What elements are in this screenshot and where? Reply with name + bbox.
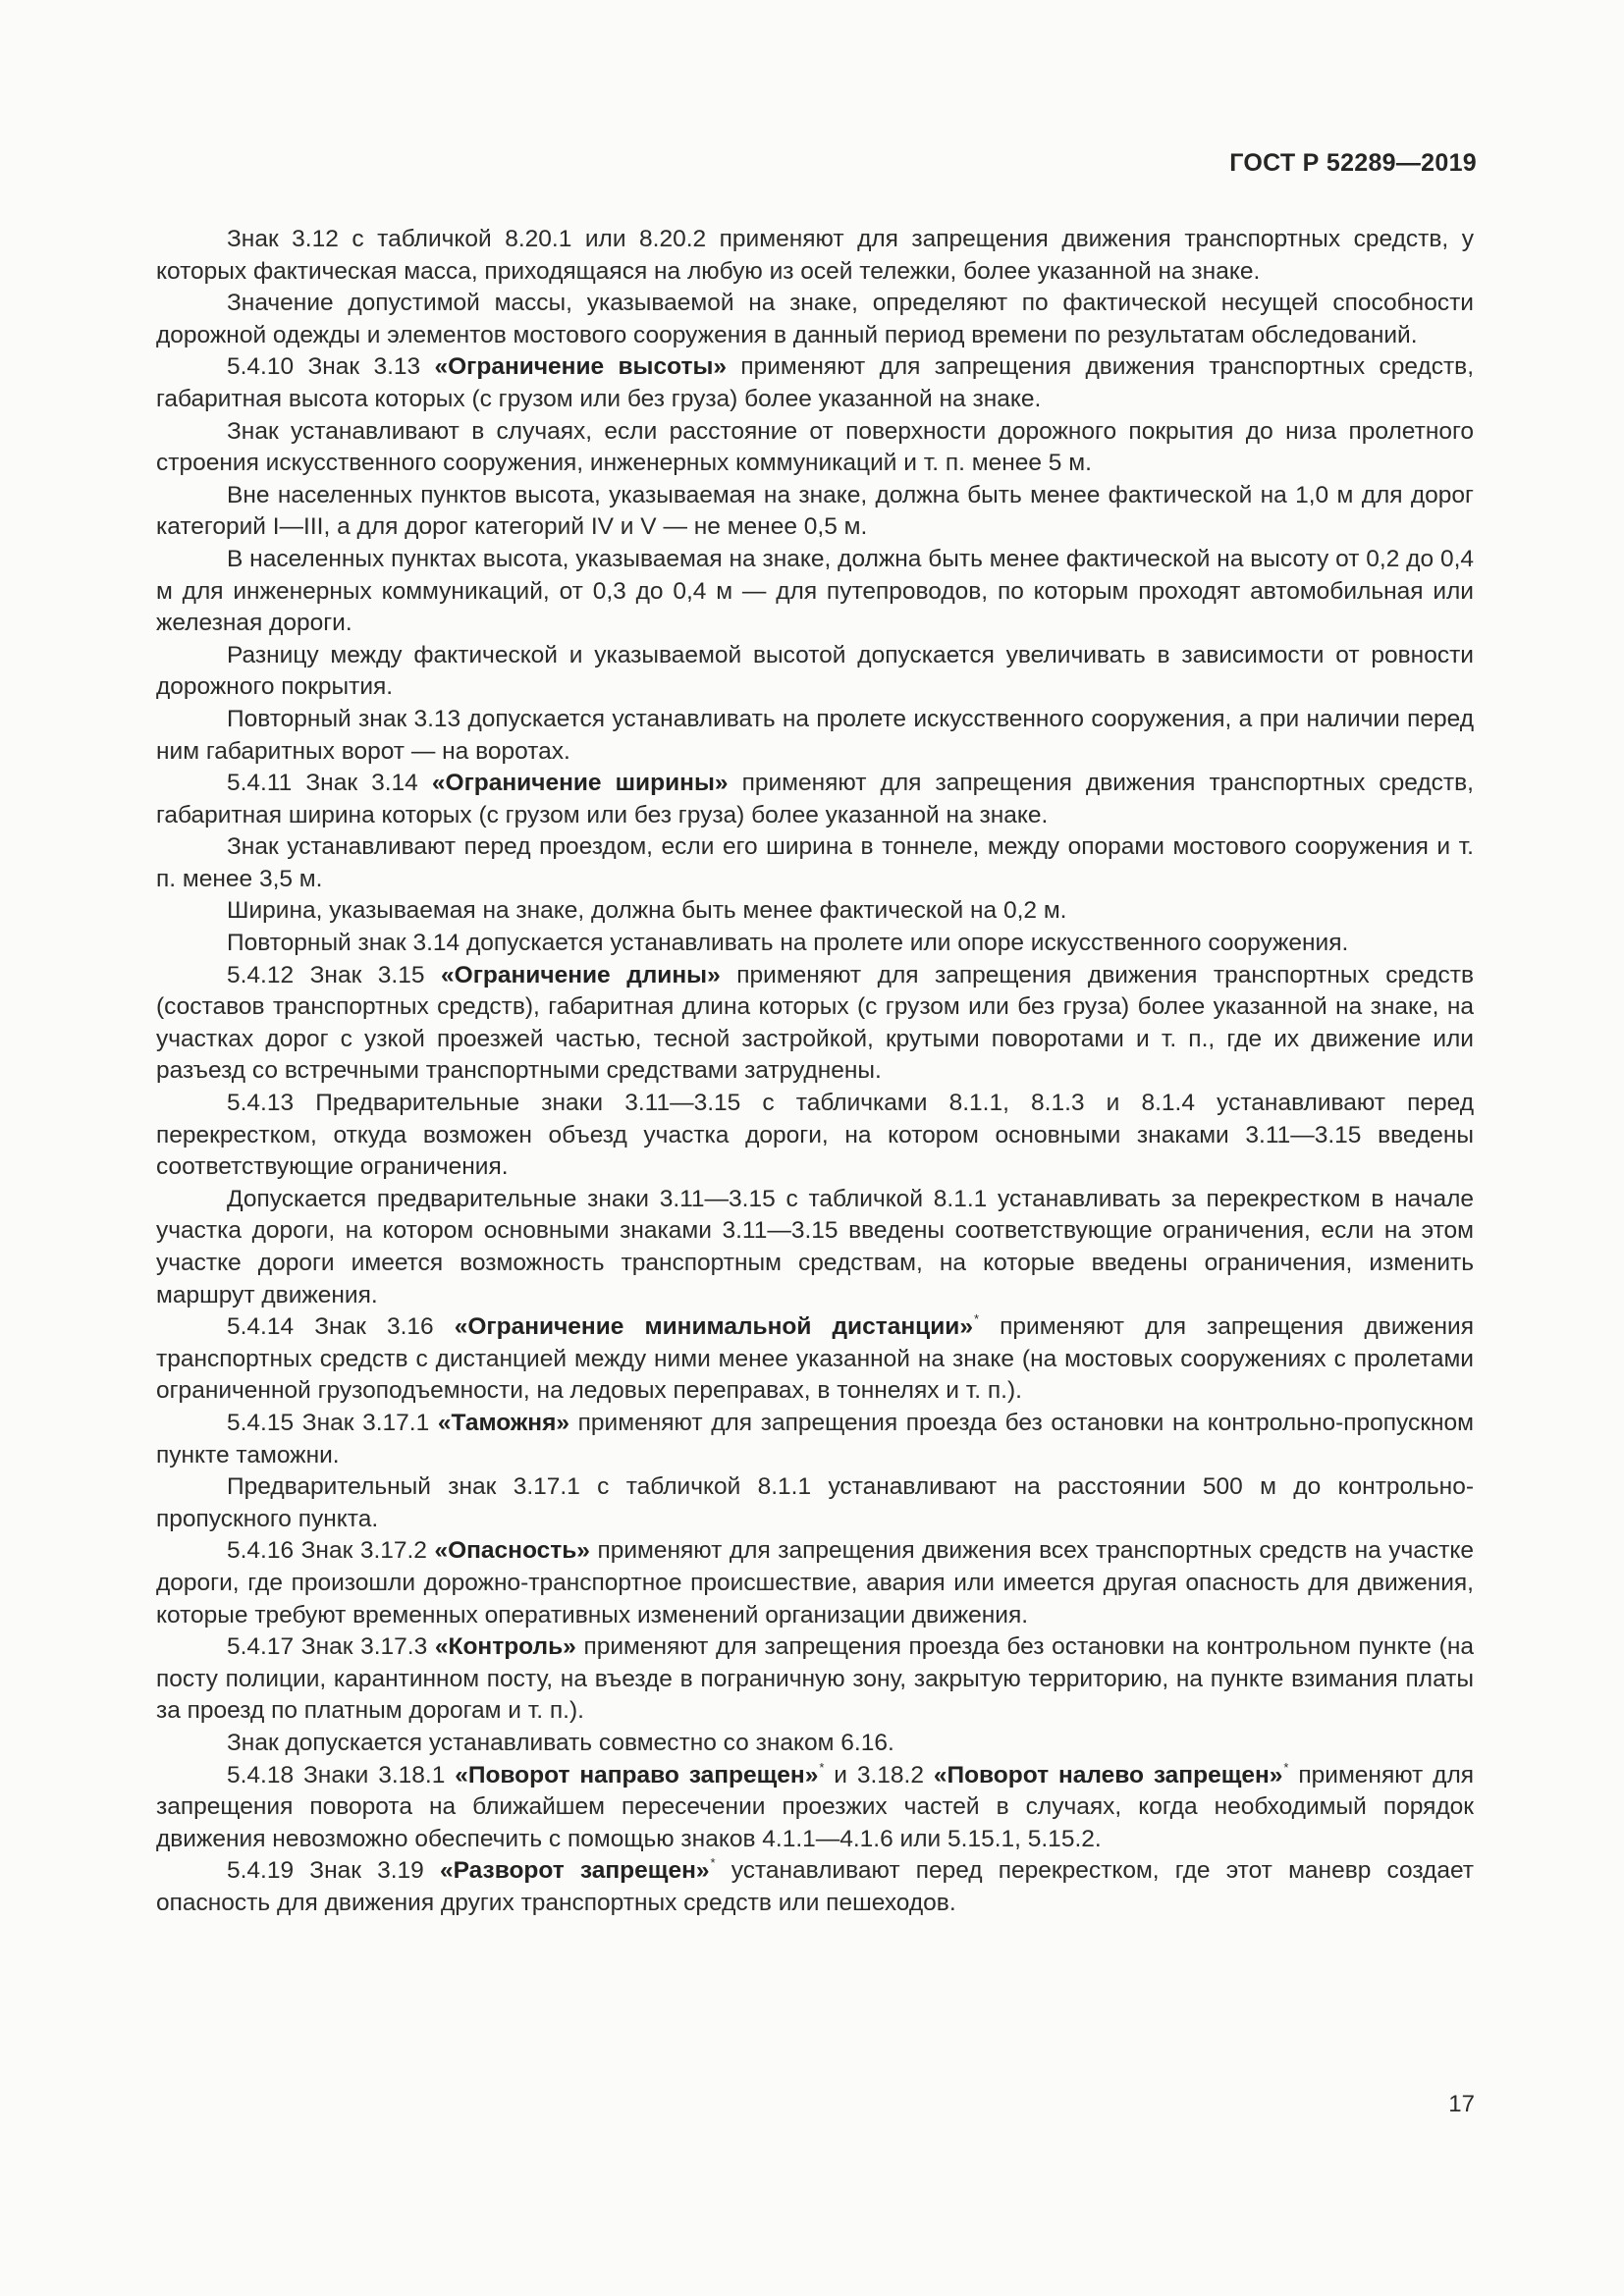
sign-name: «Ограничение высоты» <box>434 353 727 381</box>
paragraph <box>156 1408 1474 1471</box>
sign-name: «Контроль» <box>434 1633 576 1661</box>
footnote-mark: * <box>710 1855 716 1871</box>
clause-lead: 5.4.15 Знак 3.17.1 <box>227 1409 430 1436</box>
paragraph-text: Предварительный знак 3.17.1 с табличкой 8.1.1 устанавливают на расстоянии 500 м до контрольно-пропускного пункта. <box>156 1473 1474 1532</box>
clause-lead: 5.4.18 Знаки 3.18.1 <box>227 1761 446 1789</box>
clause-lead: 5.4.16 Знак 3.17.2 <box>227 1537 427 1565</box>
clause-lead: 5.4.19 Знак 3.19 <box>227 1857 424 1885</box>
clause-rest: применяют для запрещения проезда без остановки на контрольном пункте (на посту полиции, карантинном посту, на въезде в пограничную зону, закрытую территорию, на пункте взимания платы за проезд по платным дорогам и т. п.). <box>156 1633 1474 1725</box>
paragraph-text: Повторный знак 3.14 допускается устанавливать на пролете или опоре искусственного сооружения. <box>227 930 1349 957</box>
clause-rest: применяют для запрещения проезда без остановки на контрольно-пропускном пункте таможни. <box>156 1409 1474 1468</box>
paragraph <box>156 831 1474 895</box>
paragraph <box>156 351 1474 415</box>
paragraph <box>156 480 1474 544</box>
paragraph <box>156 640 1474 704</box>
clause-rest: применяют для запрещения движения транспортных средств (составов транспортных средств), габаритная длина которых (с грузом или без груза) более указанной на знаке, на участках дорог с узкой проезжей частью, тесной застройкой, крутыми поворотами и т. п., где их движение или разъезд со встречными транспортными средствами затруднены. <box>156 961 1475 1085</box>
clause-rest: применяют для запрещения движения транспортных средств, габаритная ширина которых (с грузом или без груза) более указанной на знаке. <box>156 770 1474 828</box>
clause-rest: применяют для запрещения поворота на ближайшем пересечении проезжих частей в случаях, когда необходимый порядок движения невозможно обеспечить с помощью знаков 4.1.1—4.1.6 или 5.15.1, 5.15.2. <box>156 1761 1475 1852</box>
sign-name: «Ограничение ширины» <box>431 770 729 797</box>
paragraph-text: 5.4.13 Предварительные знаки 3.11—3.15 с табличками 8.1.1, 8.1.3 и 8.1.4 устанавливают перед перекрестком, откуда возможен объезд участка дороги, на котором основными знаками 3.11—3.15 введены соответствующие ограничения. <box>156 1090 1474 1181</box>
paragraph <box>156 1855 1474 1919</box>
paragraph-text: Знак допускается устанавливать совместно со знаком 6.16. <box>227 1729 894 1756</box>
paragraph <box>156 704 1474 768</box>
page-number: 17 <box>1448 2091 1475 2117</box>
clause-rest: применяют для запрещения движения транспортных средств с дистанцией между ними менее указанной на знаке (на мостовых сооружениях с пролетами ограниченной грузоподъемности, на ледовых переправах, в тоннелях и т. п.). <box>156 1313 1474 1405</box>
paragraph <box>156 1088 1474 1184</box>
paragraph-text: Знак устанавливают в случаях, если расстояние от поверхности дорожного покрытия до низа пролетного строения искусственного сооружения, инженерных коммуникаций и т. п. менее 5 м. <box>156 417 1474 477</box>
clause-mid: и 3.18.2 <box>834 1761 924 1789</box>
clause-lead: 5.4.14 Знак 3.16 <box>227 1313 434 1341</box>
paragraph-text: Знак 3.12 с табличкой 8.20.1 или 8.20.2 применяют для запрещения движения транспортных средств, у которых фактическая масса, приходящаяся на любую из осей тележки, более указанной на знаке. <box>156 226 1474 285</box>
clause-rest: устанавливают перед перекрестком, где этот маневр создает опасность для движения других транспортных средств или пешеходов. <box>156 1857 1475 1916</box>
clause-lead: 5.4.10 Знак 3.13 <box>227 353 421 381</box>
sign-name: «Таможня» <box>437 1409 569 1436</box>
paragraph-text: Значение допустимой массы, указываемой на знаке, определяют по фактической несущей способности дорожной одежды и элементов мостового сооружения в данный период времени по результатам обследований. <box>156 290 1474 348</box>
sign-name: «Поворот направо запрещен» <box>455 1761 819 1789</box>
body-text <box>156 224 1474 1919</box>
paragraph <box>156 895 1474 928</box>
paragraph <box>156 1631 1474 1728</box>
paragraph-text: Повторный знак 3.13 допускается устанавливать на пролете искусственного сооружения, а при наличии перед ним габаритных ворот — на воротах. <box>156 705 1474 765</box>
paragraph <box>156 1311 1474 1408</box>
sign-name: «Разворот запрещен» <box>439 1857 710 1885</box>
paragraph <box>156 1535 1474 1631</box>
paragraph-text: Разницу между фактической и указываемой высотой допускается увеличивать в зависимости от ровности дорожного покрытия. <box>156 641 1474 701</box>
clause-rest: применяют для запрещения движения транспортных средств, габаритная высота которых (с грузом или без груза) более указанной на знаке. <box>156 353 1475 412</box>
sign-name: «Поворот налево запрещен» <box>933 1761 1283 1789</box>
footnote-mark: * <box>819 1759 825 1775</box>
paragraph <box>156 544 1474 640</box>
document-code: ГОСТ Р 52289—2019 <box>1229 149 1477 177</box>
paragraph <box>156 960 1474 1088</box>
paragraph-text: Знак устанавливают перед проездом, если его ширина в тоннеле, между опорами мостового сооружения и т. п. менее 3,5 м. <box>156 833 1474 892</box>
footnote-mark: * <box>1283 1759 1289 1775</box>
sign-name: «Опасность» <box>434 1537 590 1565</box>
footnote-mark: * <box>973 1311 980 1327</box>
paragraph-text: Вне населенных пунктов высота, указываемая на знаке, должна быть менее фактической на 1,0 м для дорог категорий I—III, а для дорог категорий IV и V — не менее 0,5 м. <box>156 481 1474 541</box>
paragraph <box>156 288 1474 351</box>
paragraph-text: В населенных пунктах высота, указываемая на знаке, должна быть менее фактической на высоту от 0,2 до 0,4 м для инженерных коммуникаций, от 0,3 до 0,4 м — для путепроводов, по которым проходят автомобильная или железная дороги. <box>156 545 1474 637</box>
clause-lead: 5.4.17 Знак 3.17.3 <box>227 1633 428 1661</box>
paragraph <box>156 1760 1474 1856</box>
paragraph-text: Допускается предварительные знаки 3.11—3.15 с табличкой 8.1.1 устанавливать за перекрестком в начале участка дороги, на котором основными знаками 3.11—3.15 введены соответствующие ограничения, если на этом участке дороги имеется возможность транспортным средствам, на которые введены ограничения, изменить маршрут движения. <box>156 1185 1474 1308</box>
paragraph <box>156 768 1474 831</box>
paragraph <box>156 1471 1474 1535</box>
sign-name: «Ограничение длины» <box>441 961 721 988</box>
clause-rest: применяют для запрещения движения всех транспортных средств на участке дороги, где произошли дорожно-транспортное происшествие, авария или имеется другая опасность для движения, которые требуют временных оперативных изменений организации движения. <box>156 1537 1474 1629</box>
paragraph <box>156 416 1474 480</box>
paragraph <box>156 1728 1474 1760</box>
paragraph-text: Ширина, указываемая на знаке, должна быть менее фактической на 0,2 м. <box>227 897 1067 925</box>
paragraph <box>156 224 1474 288</box>
sign-name: «Ограничение минимальной дистанции» <box>454 1313 973 1341</box>
clause-lead: 5.4.12 Знак 3.15 <box>227 961 425 988</box>
clause-lead: 5.4.11 Знак 3.14 <box>227 770 418 797</box>
paragraph <box>156 1184 1474 1311</box>
paragraph <box>156 928 1474 960</box>
